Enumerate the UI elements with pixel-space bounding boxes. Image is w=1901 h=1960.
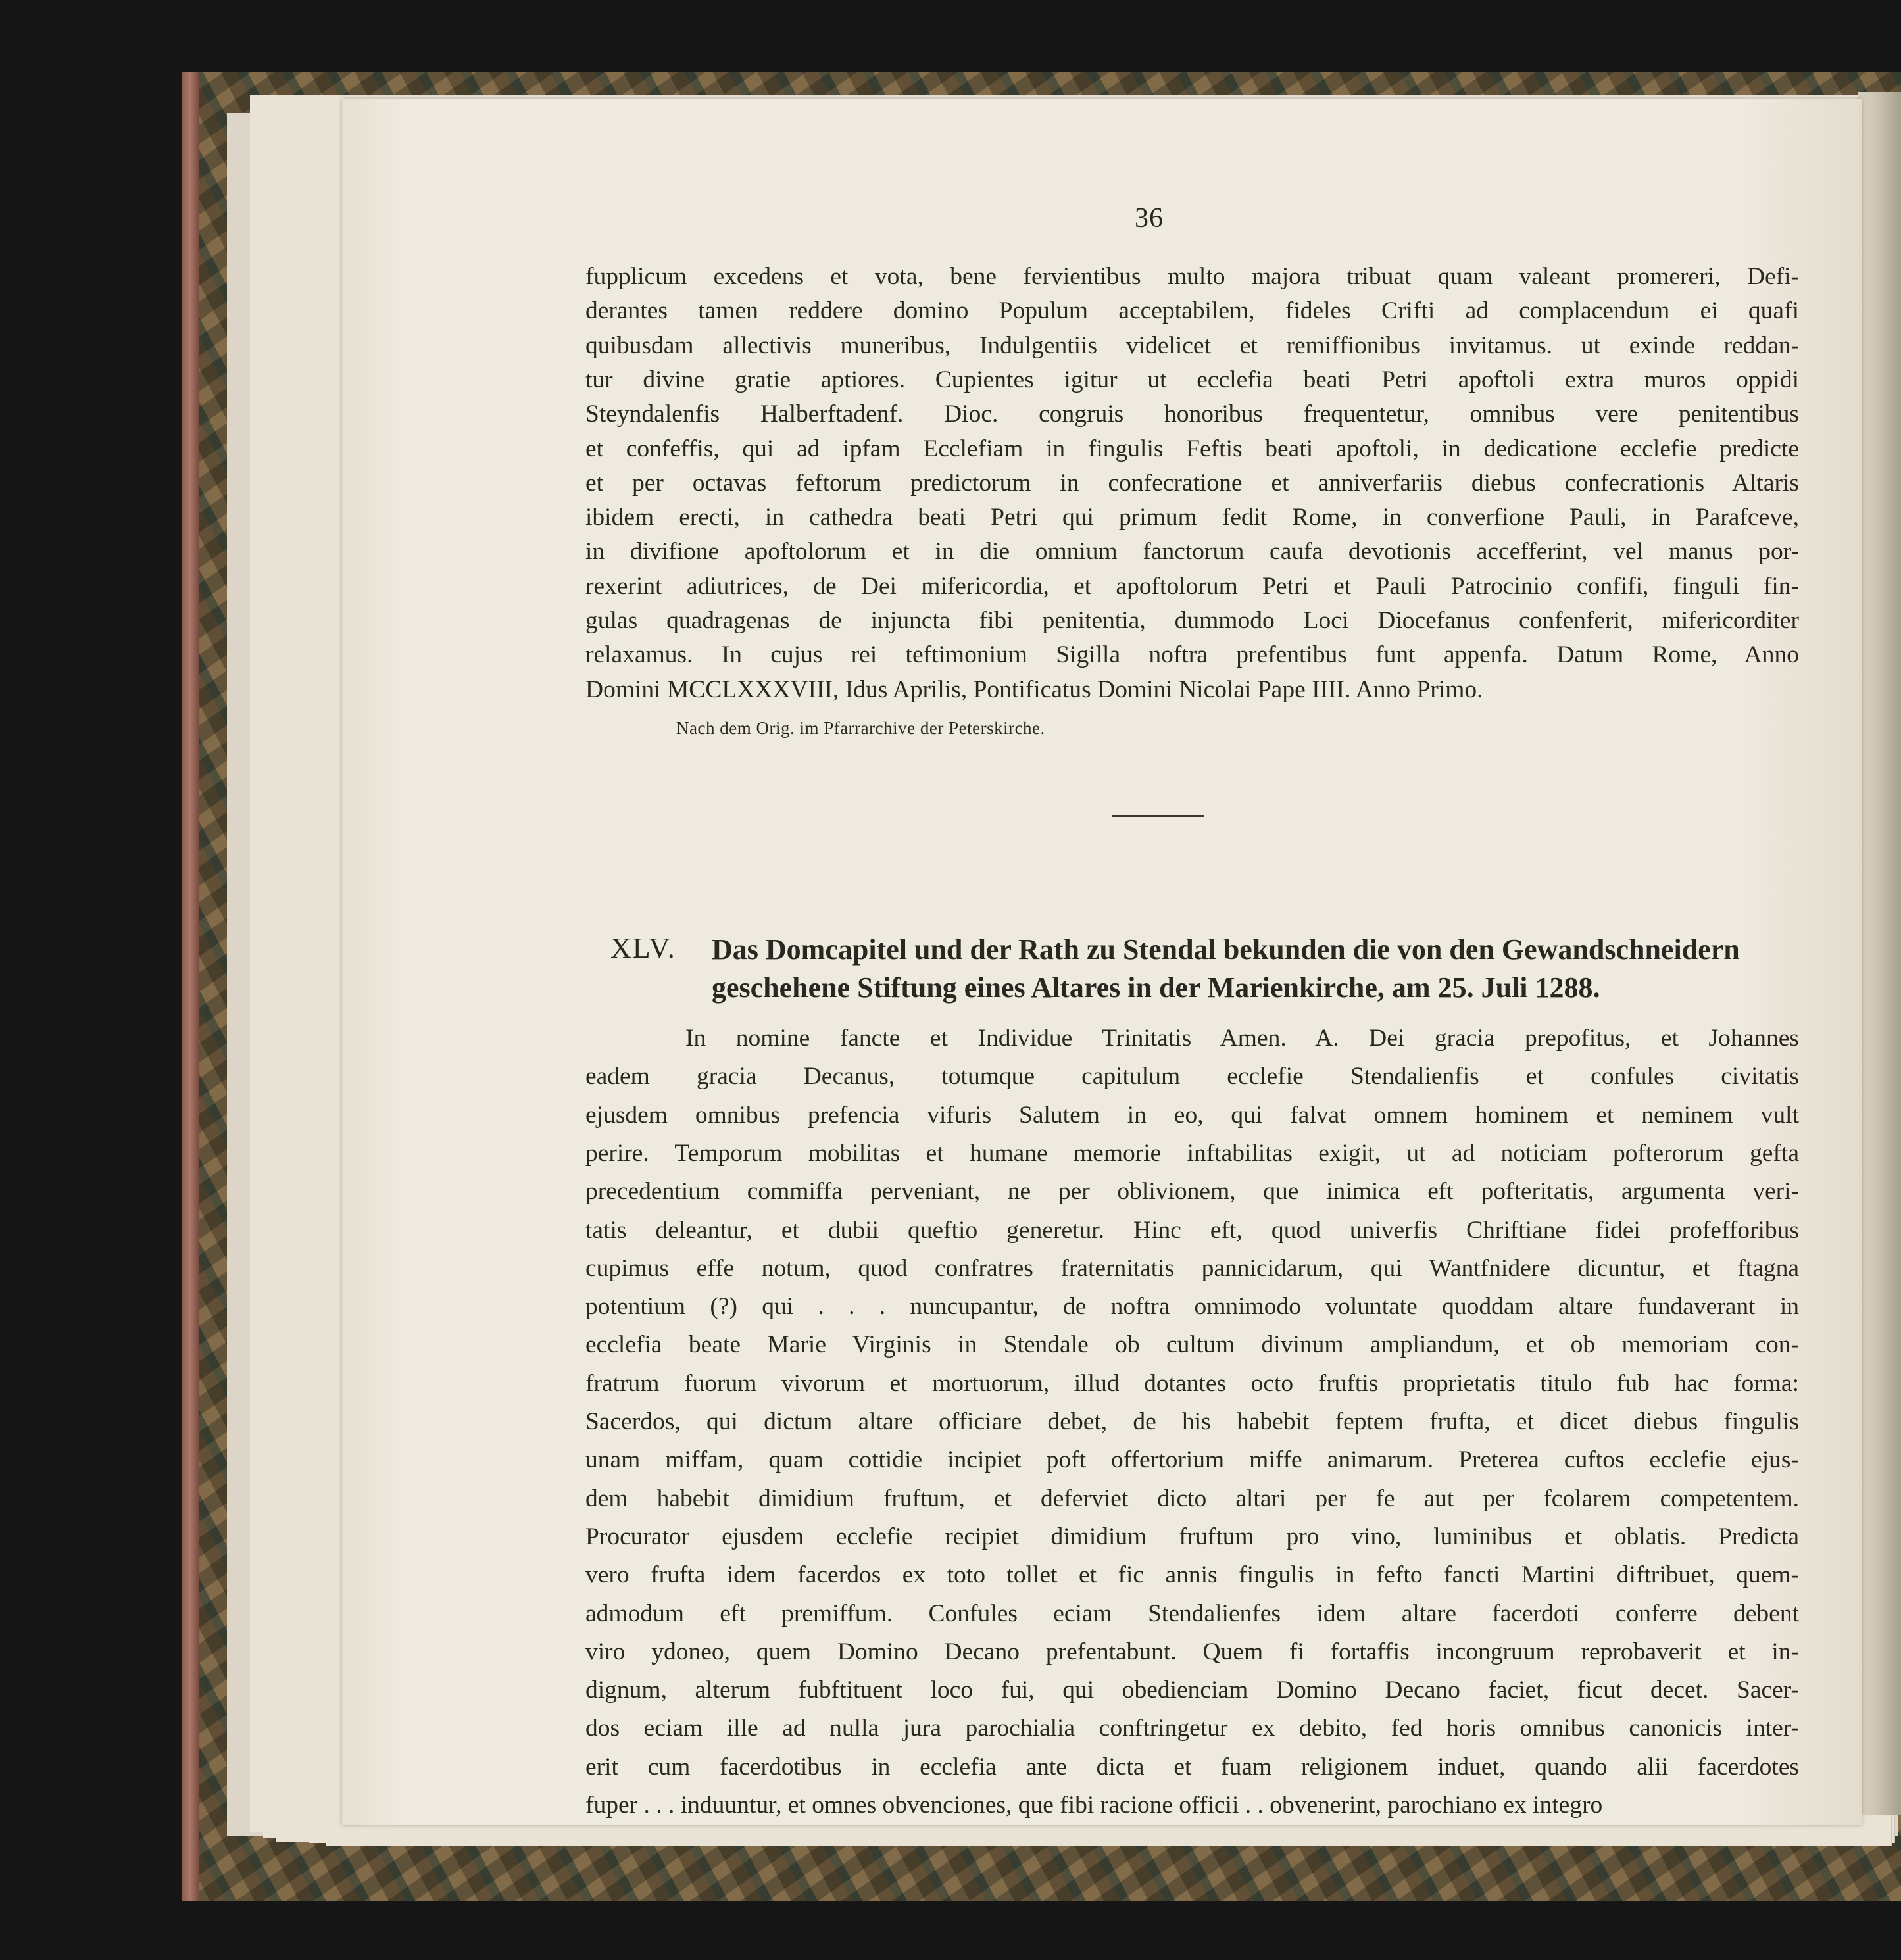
- text-line: quibusdam allectivis muneribus, Indulgentiis videlicet et remiffionibus invitamus. ut exinde reddan-: [585, 331, 1799, 359]
- book-page: [342, 99, 1862, 1825]
- page-number: 36: [1135, 203, 1164, 233]
- text-line: In nomine fancte et Individue Trinitatis Amen. A. Dei gracia prepofitus, et Johannes: [685, 1025, 1799, 1052]
- section-heading-line-1: Das Domcapitel und der Rath zu Stendal bekunden die von den Gewandschneidern: [712, 933, 1740, 966]
- text-line: relaxamus. In cujus rei teftimonium Sigilla noftra prefentibus funt appenfa. Datum Rome, Anno: [585, 641, 1799, 669]
- text-line: tur divine gratie aptiores. Cupientes igitur ut ecclefia beati Petri apoftoli extra muros oppidi: [585, 366, 1799, 393]
- source-note: Nach dem Orig. im Pfarrarchive der Peterskirche.: [676, 718, 1045, 738]
- text-line: gulas quadragenas de injuncta fibi penitentia, dummodo Loci Diocefanus confenferit, mifericorditer: [585, 607, 1799, 634]
- text-line: ibidem erecti, in cathedra beati Petri qui primum fedit Rome, in converfione Pauli, in Parafceve,: [585, 504, 1799, 531]
- text-line: Steyndalenfis Halberftadenf. Dioc. congruis honoribus frequentetur, omnibus vere penitentibus: [585, 401, 1799, 428]
- text-line: admodum eft premiffum. Confules eciam Stendalienfes idem altare facerdoti conferre debent: [585, 1600, 1799, 1627]
- text-line: perire. Temporum mobilitas et humane memorie inftabilitas exigit, ut ad noticiam pofterorum gefta: [585, 1139, 1799, 1167]
- text-line: erit cum facerdotibus in ecclefia ante dicta et fuam religionem induet, quando alii facerdotes: [585, 1753, 1799, 1780]
- text-line: potentium (?) qui . . . nuncupantur, de noftra omnimodo voluntate quoddam altare fundaverant in: [585, 1293, 1799, 1321]
- text-line: et confeffis, qui ad ipfam Ecclefiam in fingulis Feftis beati apoftoli, in dedicatione ecclefie predicte: [585, 435, 1799, 462]
- text-line: in divifione apoftolorum et in die omnium fanctorum caufa devotionis acceff​erint, vel manus por-: [585, 538, 1799, 566]
- cover-edge: [182, 72, 199, 1901]
- text-line: unam miffam, quam cottidie incipiet poft offertorium miffe animarum. Preterea cuftos ecclefie ejus-: [585, 1446, 1799, 1474]
- text-line: Procurator ejusdem ecclefie recipiet dimidium fruftum pro vino, luminibus et oblatis. Predicta: [585, 1523, 1799, 1550]
- text-line: dignum, alterum fubftituent loco fui, qui obedienciam Domino Decano faciet, ficut decet. Sacer-: [585, 1677, 1799, 1704]
- text-line: ecclefia beate Marie Virginis in Stendale ob cultum divinum ampliandum, et ob memoriam con-: [585, 1331, 1799, 1359]
- text-line: rexerint adiutrices, de Dei mifericordia, et apoftolorum Petri et Pauli Patrocinio confifi, finguli fin-: [585, 572, 1799, 600]
- text-line: precedentium commiffa perveniant, ne per oblivionem, que inimica eft pofteritatis, argumenta veri-: [585, 1178, 1799, 1206]
- text-line: dem habebit dimidium fruftum, et deferviet dicto altari per fe aut per fcolarem competentem.: [585, 1484, 1799, 1512]
- text-line: viro ydoneo, quem Domino Decano prefentabunt. Quem fi fortaffis incongruum reprobaverit et in-: [585, 1638, 1799, 1665]
- text-line: ejusdem omnibus prefencia vifuris Salutem in eo, qui falvat omnem hominem et neminem vult: [585, 1101, 1799, 1129]
- section-heading-line-2: geschehene Stiftung eines Altares in der Marienkirche, am 25. Juli 1288.: [712, 971, 1600, 1004]
- text-line: eadem gracia Decanus, totumque capitulum ecclefie Stendalienfis et confules civitatis: [585, 1063, 1799, 1090]
- text-line: fupplicum excedens et vota, bene fervientibus multo majora tribuat quam valeant promereri, Defi-: [585, 263, 1799, 290]
- text-line: vero frufta idem facerdos ex toto tollet et fic annis fingulis in fefto fancti Martini diftribuet, quem-: [585, 1561, 1799, 1589]
- text-line: cupimus effe notum, quod confratres fraternitatis pannicidarum, qui Wantfnidere dicuntur, et ftagna: [585, 1254, 1799, 1282]
- text-line: derantes tamen reddere domino Populum acceptabilem, fideles Crifti ad complacendum ei quafi: [585, 297, 1799, 325]
- section-divider: [1112, 815, 1204, 817]
- text-line: et per octavas feftorum predictorum in confecratione et anniverfariis diebus confecrationis Altaris: [585, 469, 1799, 497]
- facing-page-edge: [1858, 92, 1901, 1815]
- text-line: fratrum fuorum vivorum et mortuorum, illud dotantes octo fruftis proprietatis titulo fub hac forma:: [585, 1369, 1799, 1397]
- text-line: fuper . . . induuntur, et omnes obvenciones, que fibi racione officii . . obvenerint, parochiano ex integro: [585, 1792, 1603, 1819]
- text-line: dos eciam ille ad nulla jura parochialia conftringetur ex debito, fed horis omnibus canonicis inter-: [585, 1715, 1799, 1742]
- text-line: Domini MCCLXXXVIII, Idus Aprilis, Pontificatus Domini Nicolai Pape IIII. Anno Primo.: [585, 675, 1483, 703]
- text-line: Sacerdos, qui dictum altare officiare debet, de his habebit feptem frufta, et dicet diebus fingulis: [585, 1408, 1799, 1435]
- text-line: tatis deleantur, et dubii queftio generetur. Hinc eft, quod univerfis Chriftiane fidei profefforibus: [585, 1216, 1799, 1244]
- section-number: XLV.: [610, 932, 676, 964]
